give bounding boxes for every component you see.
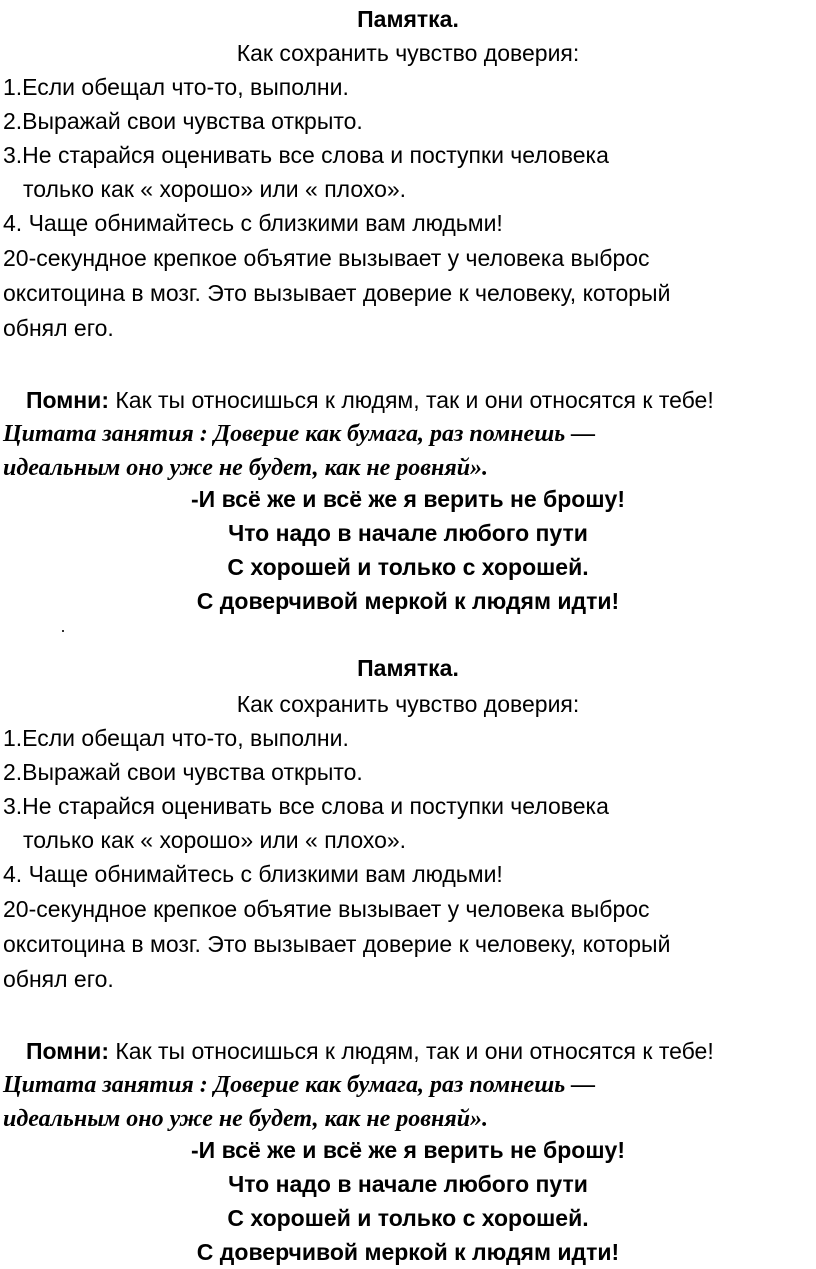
- quote-line: идеальным оно уже не будет, как не ровняй».: [3, 1106, 489, 1132]
- memo-title: Памятка.: [357, 6, 459, 32]
- memo-subtitle: Как сохранить чувство доверия:: [236, 40, 580, 66]
- verse-line: С хорошей и только с хорошей.: [227, 1205, 589, 1231]
- list-item-continuation: только как « хорошо» или « плохо».: [23, 176, 407, 202]
- verse-line: С хорошей и только с хорошей.: [227, 554, 589, 580]
- list-item: 2.Выражай свои чувства открыто.: [3, 759, 363, 785]
- fact-line: 20-секундное крепкое объятие вызывает у человека выброс: [3, 896, 650, 922]
- fact-line: 20-секундное крепкое объятие вызывает у человека выброс: [3, 245, 650, 271]
- fact-line: окситоцина в мозг. Это вызывает доверие к человеку, который: [3, 280, 671, 306]
- remember-line: [26, 1034, 714, 1068]
- list-item: 4. Чаще обнимайтесь с близкими вам людьми!: [3, 861, 503, 887]
- list-item-continuation: только как « хорошо» или « плохо».: [23, 827, 407, 853]
- memo-subtitle: Как сохранить чувство доверия:: [236, 691, 580, 717]
- remember-label: Помни:: [26, 387, 109, 413]
- verse-line: С доверчивой меркой к людям идти!: [196, 1239, 620, 1265]
- quote-line: Цитата занятия : Доверие как бумага, раз помнешь —: [3, 1072, 596, 1098]
- fact-line: окситоцина в мозг. Это вызывает доверие к человеку, который: [3, 931, 671, 957]
- verse-line: С доверчивой меркой к людям идти!: [196, 588, 620, 614]
- remember-text: Как ты относишься к людям, так и они относятся к тебе!: [108, 1038, 714, 1064]
- remember-line: [26, 383, 714, 417]
- fact-line: обнял его.: [3, 966, 114, 992]
- list-item: 2.Выражай свои чувства открыто.: [3, 108, 363, 134]
- quote-line: Цитата занятия : Доверие как бумага, раз помнешь —: [3, 421, 596, 447]
- list-item: 3.Не старайся оценивать все слова и поступки человека: [3, 142, 609, 168]
- verse-line: Что надо в начале любого пути: [228, 1171, 588, 1197]
- list-item: 3.Не старайся оценивать все слова и поступки человека: [3, 793, 609, 819]
- remember-text: Как ты относишься к людям, так и они относятся к тебе!: [108, 387, 714, 413]
- verse-line: -И всё же и всё же я верить не брошу!: [191, 486, 625, 512]
- quote-line: идеальным оно уже не будет, как не ровняй».: [3, 455, 489, 481]
- verse-line: Что надо в начале любого пути: [228, 520, 588, 546]
- stray-dot: [62, 630, 64, 632]
- verse-line: -И всё же и всё же я верить не брошу!: [191, 1137, 625, 1163]
- list-item: 1.Если обещал что-то, выполни.: [3, 725, 349, 751]
- memo-title: Памятка.: [357, 655, 459, 681]
- remember-label: Помни:: [26, 1038, 109, 1064]
- list-item: 1.Если обещал что-то, выполни.: [3, 74, 349, 100]
- list-item: 4. Чаще обнимайтесь с близкими вам людьми!: [3, 210, 503, 236]
- fact-line: обнял его.: [3, 315, 114, 341]
